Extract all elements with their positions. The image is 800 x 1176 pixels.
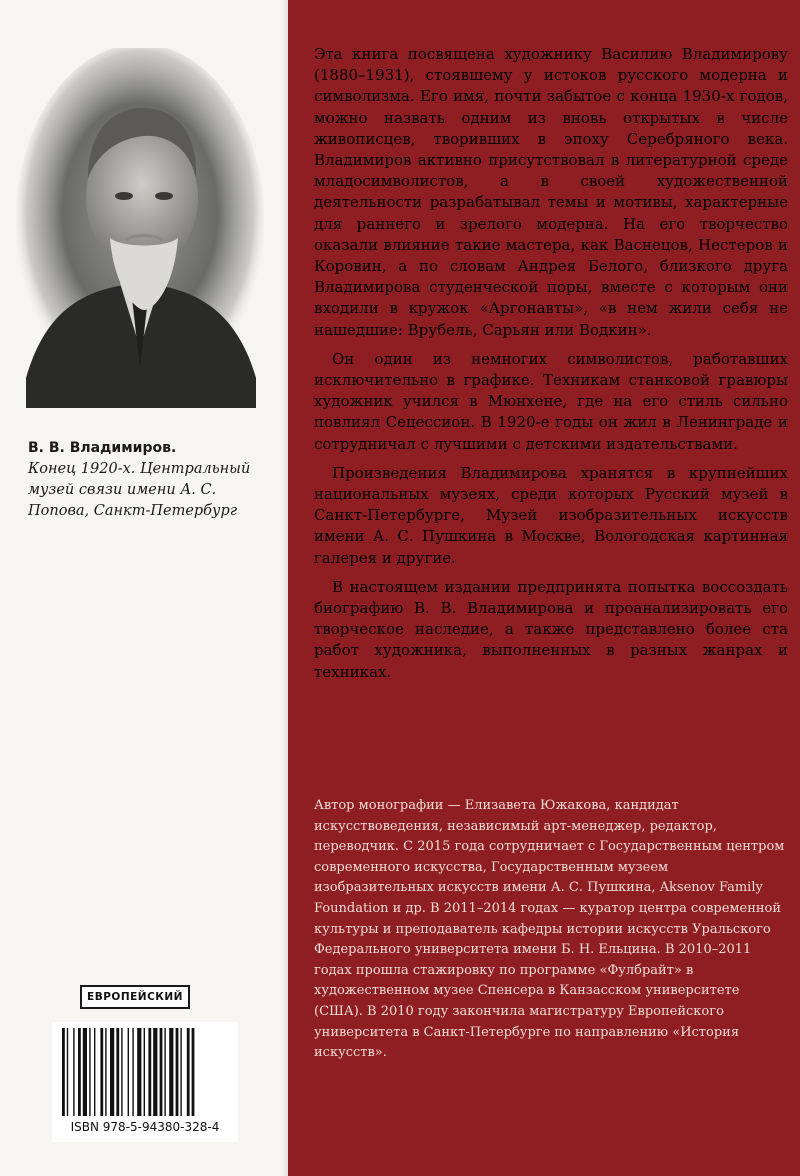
back-cover-left-panel [0, 0, 288, 1176]
barcode-bar [153, 1028, 157, 1116]
description-paragraph: Он один из немногих символистов, работавших исключительно в графике. Техникам станковой гравюры художник учился в Мюнхене, где на его стиль сильно повлиял Сецессион. В 1920-е годы он жил в Ленинграде и сотрудничал с лучшими с детскими издательствами. [314, 349, 788, 453]
barcode-bar [67, 1028, 68, 1116]
author-note: Автор монографии — Елизавета Южакова, кандидат искусствоведения, независимый арт-менеджер, редактор, переводчик. С 2015 года сотрудничает с Государственным центром современного искусства, Государственным музеем изобразительных искусств имени А. С. Пушкина, Aksenov Family Foundation и др. В 2011–2014 годах — куратор центра современной культуры и преподаватель кафедры истории искусств Уральского Федерального университета имени Б. Н. Ельцина. В 2010–2011 годах прошла стажировку по программе «Фулбрайт» в художественном музее Спенсера в Канзасском университете (США). В 2010 году закончила магистратуру Европейского университета в Санкт-Петербурге по направлению «История искусств». [314, 798, 785, 1061]
barcode-bar [192, 1028, 195, 1116]
barcode-bar [105, 1028, 106, 1116]
portrait-caption [28, 438, 278, 522]
description-paragraph: В настоящем издании предпринята попытка воссоздать биографию В. В. Владимирова и проанализировать его творческое наследие, а также представлено более ста работ художника, выполненных в разных жанрах и техниках. [314, 577, 788, 681]
barcode-bar [94, 1028, 95, 1116]
barcode-bar [148, 1028, 151, 1116]
barcode-bar [160, 1028, 163, 1116]
description-paragraph: Произведения Владимирова хранятся в крупнейших национальных музеях, среди которых Русский музей в Санкт-Петербурге, Музей изобразительных искусств имени А. С. Пушкина в Москве, Вологодская картинная галерея и другие. [314, 463, 788, 567]
barcode-bar [100, 1028, 103, 1116]
barcode-bar [62, 1028, 65, 1116]
barcode-bar [164, 1028, 165, 1116]
barcode-bar [180, 1028, 181, 1116]
barcode-bar [128, 1028, 129, 1116]
barcode-bar [132, 1028, 133, 1116]
barcode-bar [116, 1028, 119, 1116]
barcode-bar [73, 1028, 74, 1116]
barcode-bar [187, 1028, 190, 1116]
barcode-bar [137, 1028, 141, 1116]
description-paragraph: Эта книга посвящена художнику Василию Владимирову (1880–1931), стоявшему у истоков русского модерна и символизма. Его имя, почти забытое с конца 1930-х годов, можно назвать одним из вновь открытых в числе живописцев, творивших в эпоху Серебряного века. Владимиров активно присутствовал в литературной среде младосимволистов, а в своей художественной деятельности разрабатывал темы и мотивы, характерные для раннего и зрелого модерна. На его творчество оказали влияние такие мастера, как Васнецов, Нестеров и Коровин, а по словам Андрея Белого, близкого друга Владимирова студенческой поры, вместе с которым они входили в кружок «Аргонавты», «в нем жили себя не нашедшие: Врубель, Сарьян или Водкин». [314, 45, 788, 339]
isbn-number: ISBN 978-5-94380-328-4 [70, 1120, 220, 1134]
barcode-bars [62, 1028, 228, 1118]
portrait-caption-text: Конец 1920-х. Центральный музей связи имени А. С. Попова, Санкт-Петербург [28, 461, 251, 519]
portrait-photo [16, 48, 264, 408]
portrait-caption-name: В. В. Владимиров. [28, 440, 177, 456]
barcode-bar [110, 1028, 114, 1116]
barcode-bar [83, 1028, 87, 1116]
barcode [52, 1022, 238, 1142]
barcode-bar [176, 1028, 179, 1116]
barcode-bar [89, 1028, 90, 1116]
barcode-bar [78, 1028, 81, 1116]
barcode-bar [144, 1028, 145, 1116]
barcode-bar [121, 1028, 122, 1116]
barcode-bar [169, 1028, 173, 1116]
publisher-logo: ЕВРОПЕЙСКИЙ [80, 985, 190, 1009]
book-description [314, 44, 788, 683]
